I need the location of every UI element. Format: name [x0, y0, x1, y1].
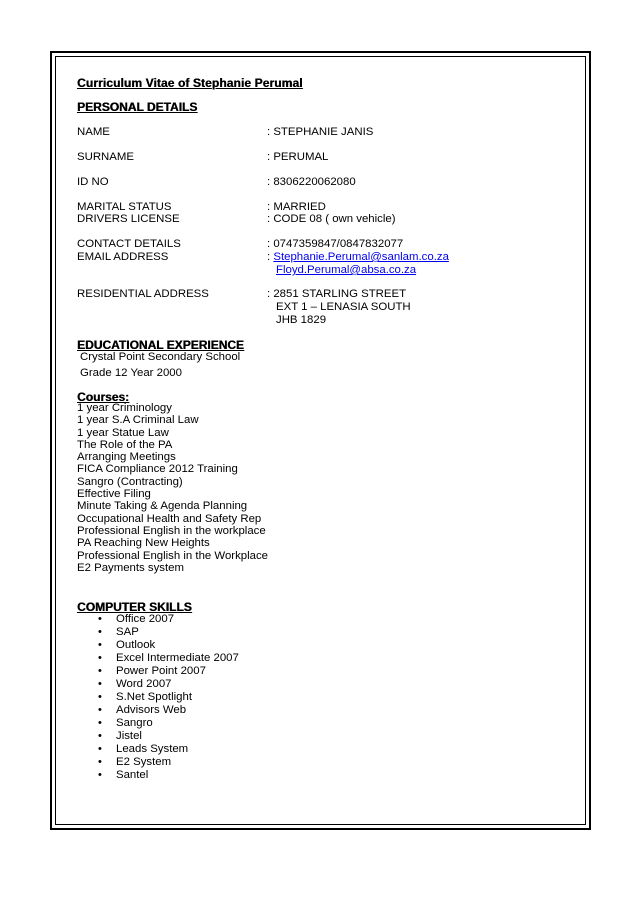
courses-list [77, 402, 268, 574]
skill-label: Jistel [116, 730, 142, 742]
school-name: Crystal Point Secondary School [80, 351, 241, 363]
course-item: 1 year S.A Criminal Law [77, 414, 199, 427]
email-row [77, 250, 577, 264]
course-item: Sangro (Contracting) [77, 475, 183, 488]
computer-skills-heading: COMPUTER SKILLS [77, 600, 192, 614]
skill-item [77, 613, 239, 626]
course-item: 1 year Criminology [77, 402, 172, 414]
surname-label: SURNAME [77, 151, 134, 163]
bullet-icon: • [98, 704, 102, 716]
address-row-2 [77, 300, 577, 314]
skill-label: Power Point 2007 [116, 665, 206, 677]
course-item: Occupational Health and Safety Rep [77, 512, 262, 525]
email-label: EMAIL ADDRESS [77, 251, 169, 263]
bullet-icon: • [98, 626, 102, 638]
license-row [77, 212, 577, 226]
bullet-icon: • [98, 769, 102, 781]
skill-label: SAP [116, 626, 139, 638]
email-prefix: : [267, 251, 274, 263]
bullet-icon: • [98, 639, 102, 651]
skill-item [77, 717, 239, 730]
course-item: PA Reaching New Heights [77, 537, 210, 550]
education-heading: EDUCATIONAL EXPERIENCE [77, 338, 244, 352]
course-item: The Role of the PA [77, 438, 173, 451]
course-item: FICA Compliance 2012 Training [77, 463, 238, 476]
license-label: DRIVERS LICENSE [77, 213, 180, 225]
course-item: Effective Filing [77, 488, 151, 501]
skill-item [77, 626, 239, 639]
skill-item [77, 639, 239, 652]
course-item: Minute Taking & Agenda Planning [77, 500, 248, 513]
email-link-1[interactable]: Stephanie.Perumal@sanlam.co.za [273, 251, 449, 263]
skill-item [77, 704, 239, 717]
skill-item [77, 652, 239, 665]
address-line-2: EXT 1 – LENASIA SOUTH [276, 301, 411, 313]
name-row [77, 125, 577, 139]
skill-label: Leads System [116, 743, 189, 755]
course-item: E2 Payments system [77, 561, 184, 574]
address-label: RESIDENTIAL ADDRESS [77, 288, 209, 300]
skills-list [77, 613, 239, 782]
skill-label: Excel Intermediate 2007 [116, 652, 239, 664]
skill-label: Outlook [116, 639, 156, 651]
skill-label: E2 System [116, 756, 172, 768]
email-row-2 [77, 263, 577, 277]
marital-label: MARITAL STATUS [77, 201, 172, 213]
courses-heading: Courses: [77, 390, 130, 404]
skill-item [77, 769, 239, 782]
contact-label: CONTACT DETAILS [77, 238, 181, 250]
id-value: : 8306220062080 [267, 176, 356, 188]
bullet-icon: • [98, 665, 102, 677]
skill-item [77, 665, 239, 678]
personal-details-heading: PERSONAL DETAILS [77, 100, 198, 114]
name-value: : STEPHANIE JANIS [267, 126, 374, 138]
bullet-icon: • [98, 717, 102, 729]
id-label: ID NO [77, 176, 109, 188]
course-item: 1 year Statue Law [77, 426, 169, 439]
skill-label: Word 2007 [116, 678, 172, 690]
bullet-icon: • [98, 730, 102, 742]
marital-value: : MARRIED [267, 201, 326, 213]
bullet-icon: • [98, 756, 102, 768]
grade-year: Grade 12 Year 2000 [80, 367, 182, 379]
skill-label: Advisors Web [116, 704, 187, 716]
email-link-2[interactable]: Floyd.Perumal@absa.co.za [276, 264, 417, 276]
skill-item [77, 743, 239, 756]
course-item: Professional English in the workplace [77, 524, 266, 537]
email-value [267, 250, 449, 264]
address-line-3: JHB 1829 [276, 314, 327, 326]
bullet-icon: • [98, 743, 102, 755]
address-row [77, 287, 577, 301]
skill-label: Office 2007 [116, 613, 175, 625]
contact-row [77, 237, 577, 251]
skill-label: S.Net Spotlight [116, 691, 192, 703]
course-item: Arranging Meetings [77, 451, 176, 464]
address-line-1: : 2851 STARLING STREET [267, 288, 407, 300]
bullet-icon: • [98, 678, 102, 690]
skill-item [77, 691, 239, 704]
contact-value: : 0747359847/0847832077 [267, 238, 404, 250]
address-row-3 [77, 313, 577, 327]
bullet-icon: • [98, 613, 102, 625]
skill-label: Santel [116, 769, 149, 781]
skill-item [77, 730, 239, 743]
email-value-2 [276, 263, 416, 277]
id-row [77, 175, 577, 189]
bullet-icon: • [98, 691, 102, 703]
license-value: : CODE 08 ( own vehicle) [267, 213, 396, 225]
skill-label: Sangro [116, 717, 153, 729]
bullet-icon: • [98, 652, 102, 664]
name-label: NAME [77, 126, 110, 138]
surname-value: : PERUMAL [267, 151, 329, 163]
course-item: Professional English in the Workplace [77, 549, 268, 562]
document-title: Curriculum Vitae of Stephanie Perumal [77, 76, 303, 90]
surname-row [77, 150, 577, 164]
skill-item [77, 756, 239, 769]
skill-item [77, 678, 239, 691]
